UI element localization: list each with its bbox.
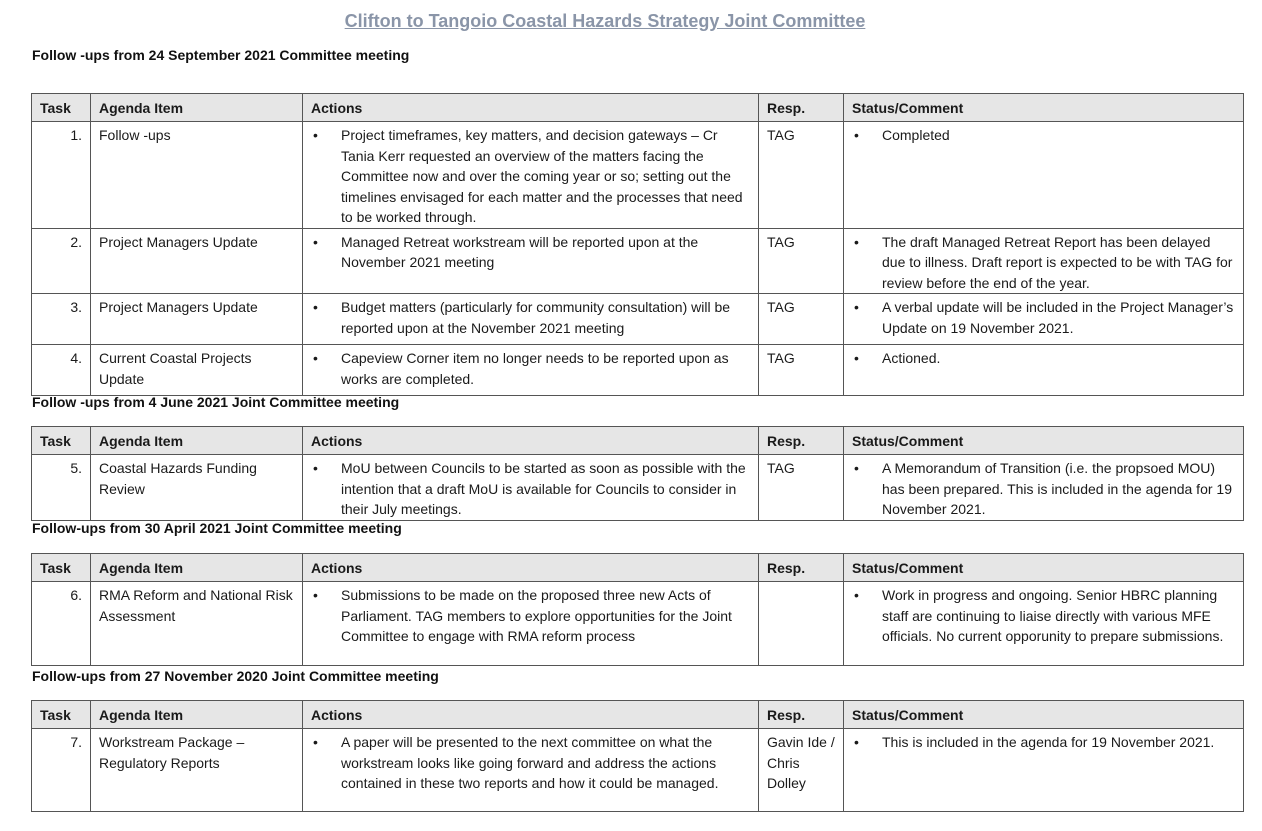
bullet-icon: • — [854, 127, 859, 143]
status-cell — [844, 345, 1244, 396]
table-row — [32, 729, 1244, 812]
action-cell — [303, 455, 759, 521]
resp-cell: TAG — [759, 228, 844, 294]
agenda-item: Current Coastal Projects Update — [91, 345, 303, 396]
header-resp: Resp. — [759, 427, 844, 455]
status-cell — [844, 729, 1244, 812]
status-text: This is included in the agenda for 19 November 2021. — [882, 734, 1215, 750]
action-text: Budget matters (particularly for community consultation) will be reported upon at the November 2021 meeting — [341, 299, 731, 336]
resp-cell: TAG — [759, 455, 844, 521]
table-header-row — [32, 554, 1244, 582]
bullet-icon: • — [854, 233, 859, 250]
table-row — [32, 455, 1244, 521]
header-status: Status/Comment — [844, 701, 1244, 729]
resp-cell — [759, 582, 844, 666]
bullet-icon: • — [313, 299, 318, 315]
action-text: MoU between Councils to be started as soon as possible with the intention that a draft MoU is available for Councils to consider in their July meetings. — [341, 460, 746, 517]
header-agenda-item: Agenda Item — [91, 94, 303, 122]
status-cell — [844, 122, 1244, 229]
followups-table-nov-2020 — [31, 700, 1244, 812]
agenda-item: Project Managers Update — [91, 228, 303, 294]
header-task: Task — [32, 427, 91, 455]
section-heading: Follow-ups from 27 November 2020 Joint Committee meeting — [32, 668, 439, 684]
action-cell — [303, 582, 759, 666]
action-cell — [303, 345, 759, 396]
header-agenda-item: Agenda Item — [91, 554, 303, 582]
bullet-icon: • — [313, 350, 318, 366]
header-actions: Actions — [303, 554, 759, 582]
bullet-icon: • — [854, 460, 859, 476]
header-task: Task — [32, 701, 91, 729]
agenda-item: Workstream Package – Regulatory Reports — [91, 729, 303, 812]
table-row — [32, 582, 1244, 666]
resp-cell: TAG — [759, 122, 844, 229]
agenda-item: Project Managers Update — [91, 294, 303, 345]
table-header-row — [32, 427, 1244, 455]
bullet-icon: • — [313, 734, 318, 750]
resp-cell: TAG — [759, 345, 844, 396]
table-row — [32, 122, 1244, 229]
section-heading: Follow -ups from 24 September 2021 Committee meeting — [32, 47, 410, 63]
task-number: 6. — [32, 582, 91, 666]
header-actions: Actions — [303, 701, 759, 729]
action-text: Managed Retreat workstream will be reported upon at the November 2021 meeting — [341, 233, 699, 270]
action-text: Capeview Corner item no longer needs to be reported upon as works are completed. — [341, 350, 729, 387]
header-resp: Resp. — [759, 554, 844, 582]
section-heading: Follow-ups from 30 April 2021 Joint Committee meeting — [32, 520, 402, 536]
status-cell — [844, 294, 1244, 345]
task-number: 4. — [32, 345, 91, 396]
action-cell — [303, 228, 759, 294]
status-cell — [844, 582, 1244, 666]
followups-table-apr-2021 — [31, 553, 1244, 666]
bullet-icon: • — [854, 734, 859, 750]
resp-cell: TAG — [759, 294, 844, 345]
table-row — [32, 294, 1244, 345]
table-header-row — [32, 94, 1244, 122]
action-cell — [303, 122, 759, 229]
status-text: The draft Managed Retreat Report has been delayed due to illness. Draft report is expected to be with TAG for review before the end of the year. — [882, 233, 1233, 291]
agenda-item: Follow -ups — [91, 122, 303, 229]
bullet-icon: • — [313, 460, 318, 476]
action-text: A paper will be presented to the next committee on what the workstream looks like going forward and address the actions contained in these two reports and how it could be managed. — [341, 734, 719, 791]
action-text: Project timeframes, key matters, and decision gateways – Cr Tania Kerr requested an overview of the matters facing the Committee now and over the coming year or so; setting out the timelines envisaged for each matter and the processes that need to be worked through. — [341, 127, 743, 225]
bullet-icon: • — [854, 299, 859, 315]
header-status: Status/Comment — [844, 94, 1244, 122]
header-task: Task — [32, 554, 91, 582]
header-resp: Resp. — [759, 94, 844, 122]
status-text: Work in progress and ongoing. Senior HBRC planning staff are continuing to liaise directly with various MFE officials. No current opporunity to prepare submissions. — [882, 587, 1224, 644]
bullet-icon: • — [854, 350, 859, 366]
status-text: A Memorandum of Transition (i.e. the propsoed MOU) has been prepared. This is included in the agenda for 19 November 2021. — [882, 460, 1232, 517]
header-actions: Actions — [303, 427, 759, 455]
task-number: 3. — [32, 294, 91, 345]
bullet-icon: • — [313, 233, 318, 250]
status-text: Completed — [882, 127, 950, 143]
document-title: Clifton to Tangoio Coastal Hazards Strategy Joint Committee — [344, 11, 866, 31]
action-cell — [303, 729, 759, 812]
bullet-icon: • — [313, 587, 318, 603]
header-status: Status/Comment — [844, 554, 1244, 582]
status-text: A verbal update will be included in the Project Manager’s Update on 19 November 2021. — [882, 299, 1234, 336]
bullet-icon: • — [313, 127, 318, 143]
status-cell — [844, 228, 1244, 294]
table-row — [32, 345, 1244, 396]
header-task: Task — [32, 94, 91, 122]
status-text: Actioned. — [882, 350, 941, 366]
header-actions: Actions — [303, 94, 759, 122]
header-status: Status/Comment — [844, 427, 1244, 455]
header-agenda-item: Agenda Item — [91, 427, 303, 455]
task-number: 2. — [32, 228, 91, 294]
agenda-item: Coastal Hazards Funding Review — [91, 455, 303, 521]
action-text: Submissions to be made on the proposed three new Acts of Parliament. TAG members to explore opportunities for the Joint Committee to engage with RMA reform process — [341, 587, 732, 644]
table-header-row — [32, 701, 1244, 729]
section-heading: Follow -ups from 4 June 2021 Joint Committee meeting — [32, 394, 400, 410]
task-number: 1. — [32, 122, 91, 229]
resp-cell: Gavin Ide / Chris Dolley — [759, 729, 844, 812]
followups-table-jun-2021 — [31, 426, 1244, 521]
followups-table-sep-2021 — [31, 93, 1244, 396]
task-number: 7. — [32, 729, 91, 812]
header-resp: Resp. — [759, 701, 844, 729]
status-cell — [844, 455, 1244, 521]
action-cell — [303, 294, 759, 345]
table-row — [32, 228, 1244, 294]
agenda-item: RMA Reform and National Risk Assessment — [91, 582, 303, 666]
bullet-icon: • — [854, 587, 859, 603]
header-agenda-item: Agenda Item — [91, 701, 303, 729]
task-number: 5. — [32, 455, 91, 521]
